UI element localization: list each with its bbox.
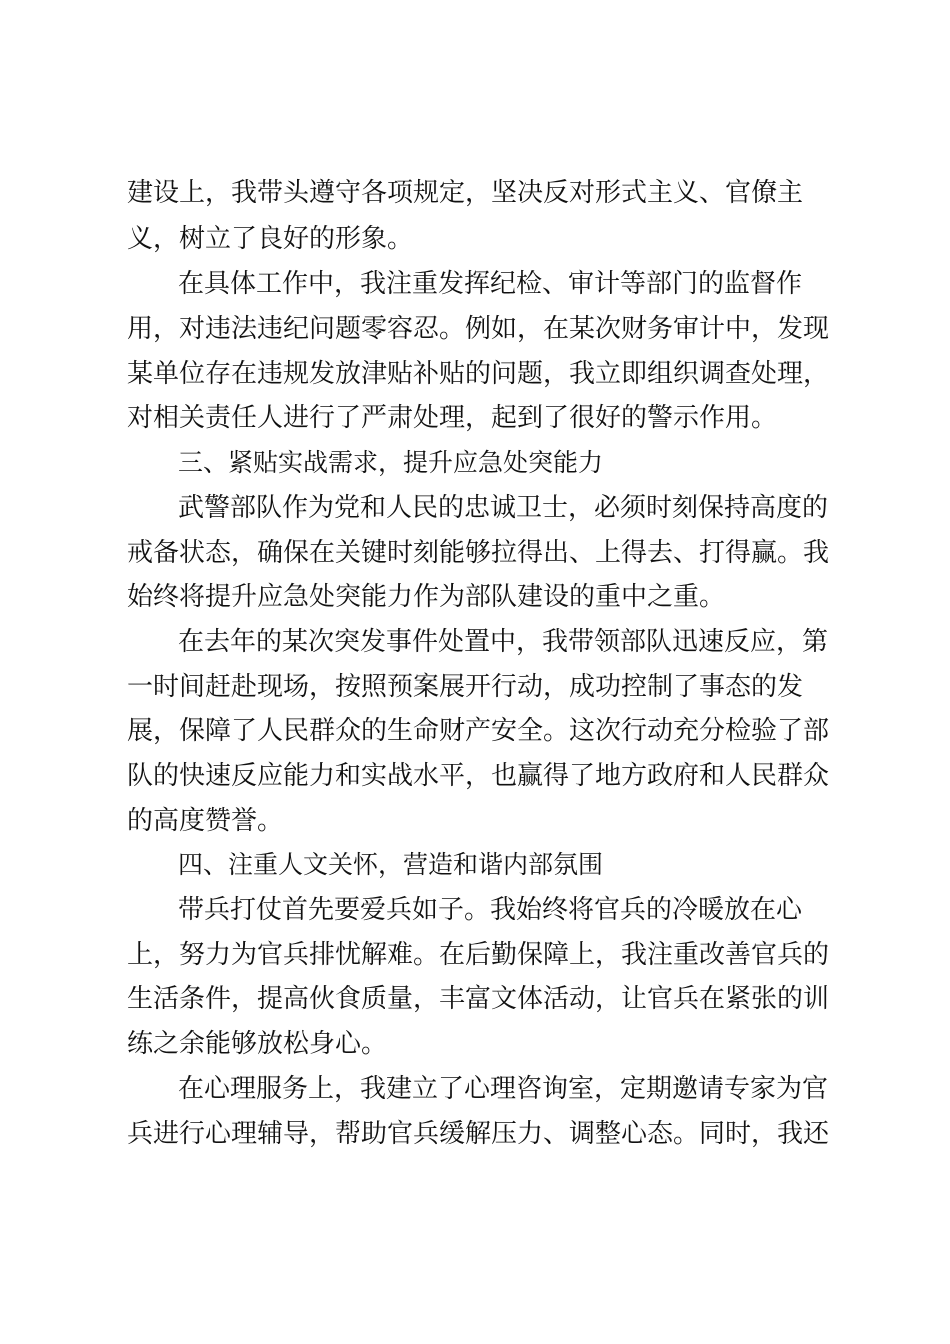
text-line: 上，努力为官兵排忧解难。在后勤保障上，我注重改善官兵的 [127,940,830,970]
section-heading: 四、注重人文关怀，营造和谐内部氛围 [178,850,604,879]
paragraph-first-line: 在心理服务上，我建立了心理咨询室，定期邀请专家为官 [178,1074,829,1104]
section-heading: 三、紧贴实战需求，提升应急处突能力 [178,448,604,477]
paragraph-first-line: 武警部队作为党和人民的忠诚卫士，必须时刻保持高度的 [178,493,829,523]
text-line: 练之余能够放松身心。 [127,1029,388,1059]
text-line: 某单位存在违规发放津贴补贴的问题，我立即组织调查处理， [127,359,830,389]
text-line: 生活条件，提高伙食质量，丰富文体活动，让官兵在紧张的训 [127,984,830,1014]
text-line: 队的快速反应能力和实战水平，也赢得了地方政府和人民群众 [127,761,830,791]
text-line: 建设上，我带头遵守各项规定，坚决反对形式主义、官僚主 [127,178,804,208]
text-line: 一时间赶赴现场，按照预案展开行动，成功控制了事态的发 [127,672,804,702]
text-line: 兵进行心理辅导，帮助官兵缓解压力、调整心态。同时，我还 [127,1119,830,1149]
text-line: 戒备状态，确保在关键时刻能够拉得出、上得去、打得赢。我 [127,538,830,568]
paragraph-first-line: 在去年的某次突发事件处置中，我带领部队迅速反应，第 [178,627,829,657]
text-line: 用，对违法违纪问题零容忍。例如，在某次财务审计中，发现 [127,314,830,344]
paragraph-first-line: 带兵打仗首先要爱兵如子。我始终将官兵的冷暖放在心 [178,895,803,925]
text-line: 对相关责任人进行了严肃处理，起到了很好的警示作用。 [127,403,778,433]
text-line: 始终将提升应急处突能力作为部队建设的重中之重。 [127,582,726,612]
text-line: 的高度赞誉。 [127,806,284,836]
paragraph-first-line: 在具体工作中，我注重发挥纪检、审计等部门的监督作 [178,269,803,299]
text-line: 展，保障了人民群众的生命财产安全。这次行动充分检验了部 [127,716,830,746]
text-line: 义，树立了良好的形象。 [127,224,414,254]
